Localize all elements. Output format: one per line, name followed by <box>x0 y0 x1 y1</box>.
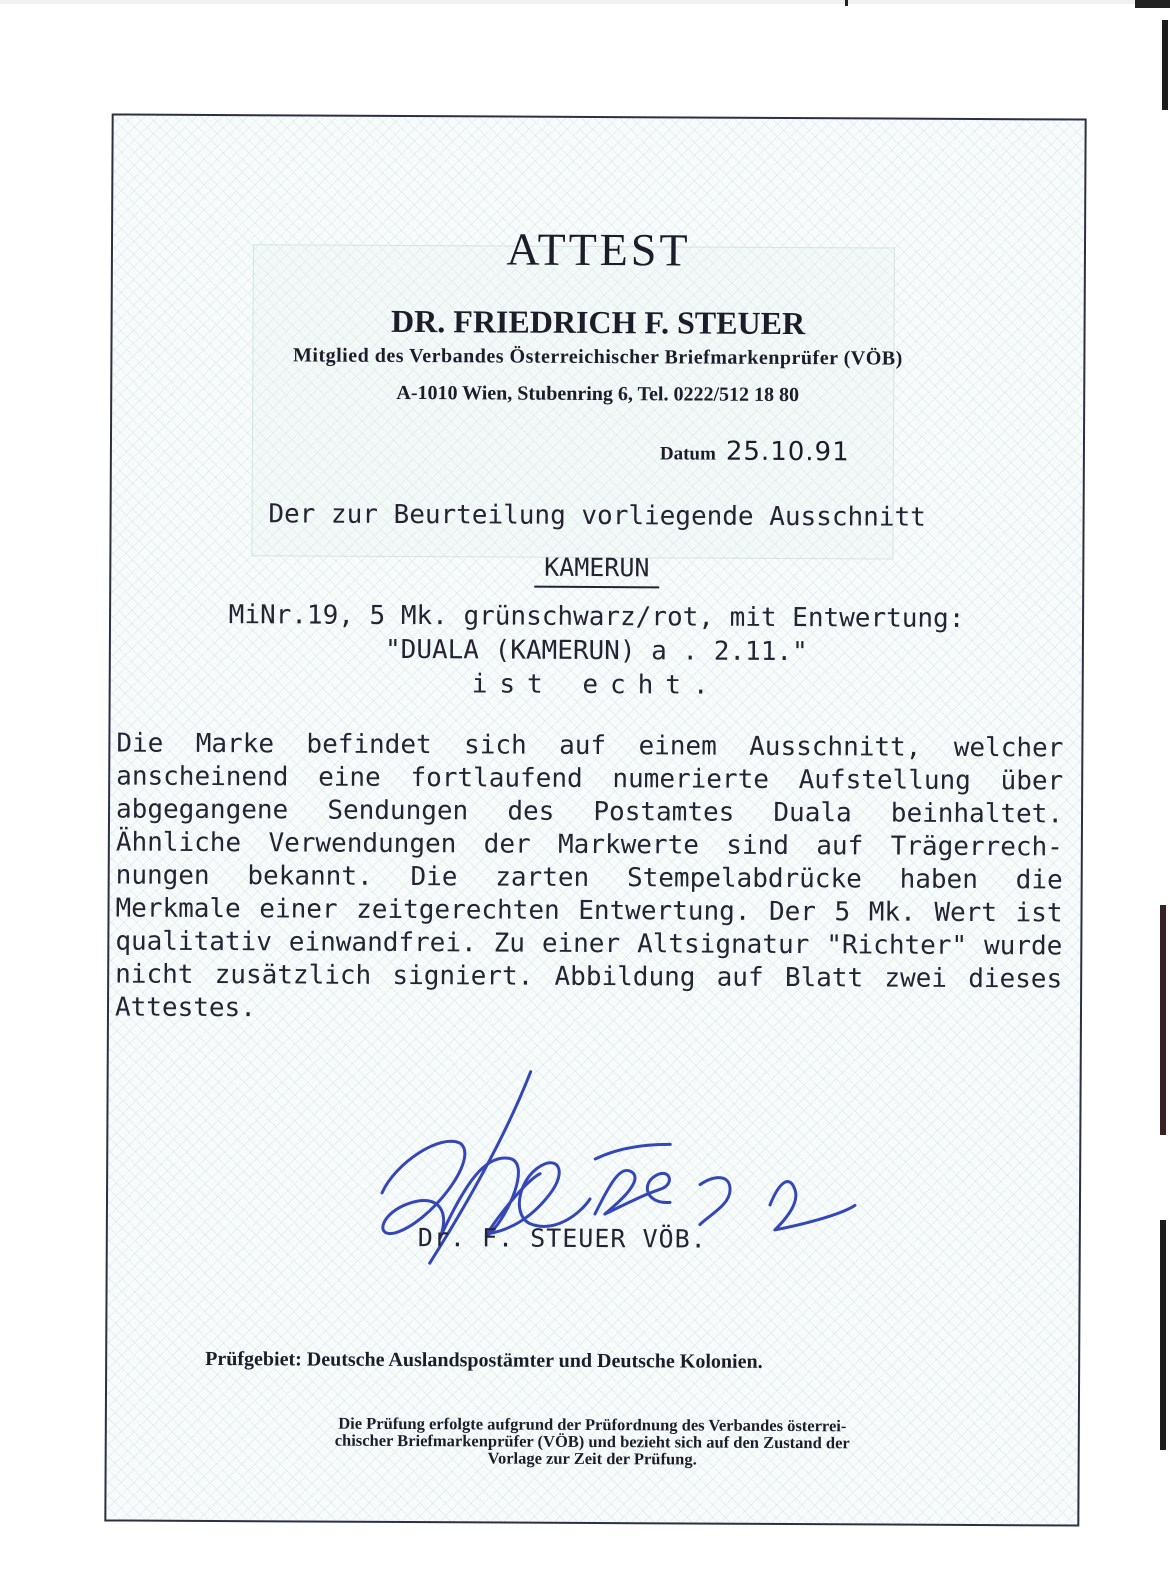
signature-name-stamp: Dr. F. STEUER VÖB. <box>417 1223 707 1254</box>
examination-field: Prüfgebiet: Deutsche Auslandspostämter und Deutsche Kolonien. <box>205 1347 763 1373</box>
scan-edge-mark <box>1135 0 1170 8</box>
scan-side-strip <box>1160 905 1166 1135</box>
certificate-title: ATTEST <box>506 223 691 276</box>
scan-top-edge <box>0 0 1170 4</box>
footer-line: chischer Briefmarkenprüfer (VÖB) und bezieht sich auf den Zustand der <box>334 1430 850 1453</box>
examiner-name: DR. FRIEDRICH F. STEUER <box>391 302 806 342</box>
date-row <box>660 436 850 467</box>
country-heading <box>111 550 1082 590</box>
scan-edge-mark <box>845 0 848 6</box>
footer-line: Die Prüfung erfolgte aufgrund der Prüfordnung des Verbandes österrei- <box>338 1413 847 1436</box>
address-line: A-1010 Wien, Stubenring 6, Tel. 0222/512 18 80 <box>396 381 800 407</box>
certificate-body: Die Marke befindet sich auf einem Ausschnitt, welcher anscheinend eine fortlaufend numerierte Aufstellung über abgegangene Sendungen des Postamtes Duala beinhaltet. Ähnliche Verwendungen der Markwerte sind auf Trägerrech-nungen bekannt. Die zarten Stempelabdrücke haben die Merkmale einer zeitgerechten Entwertung. Der 5 Mk. Wert ist qualitativ einwandfrei. Zu einer Altsignatur "Richter" wurde nicht zusätzlich signiert. Abbildung auf Blatt zwei dieses Attestes. <box>114 728 1064 1024</box>
verdict-text: ist echt. <box>471 669 721 701</box>
date-value: 25.10.91 <box>725 436 850 468</box>
country-label: KAMERUN <box>534 553 660 589</box>
certificate-frame <box>104 113 1086 1526</box>
membership-line: Mitglied des Verbandes Österreichischer Briefmarkenprüfer (VÖB) <box>292 344 903 370</box>
cancellation-text: "DUALA (KAMERUN) a . 2.11." <box>384 634 808 668</box>
scan-side-strip <box>1162 20 1168 110</box>
intro-line: Der zur Beurteilung vorliegende Ausschnitt <box>268 499 926 533</box>
date-label: Datum <box>659 443 716 465</box>
stamp-description: MiNr.19, 5 Mk. grünschwarz/rot, mit Entwertung: <box>228 600 965 634</box>
footer-line: Vorlage zur Zeit der Prüfung. <box>487 1448 697 1469</box>
footer-note <box>107 1413 1078 1469</box>
scan-side-strip <box>1160 1220 1166 1450</box>
